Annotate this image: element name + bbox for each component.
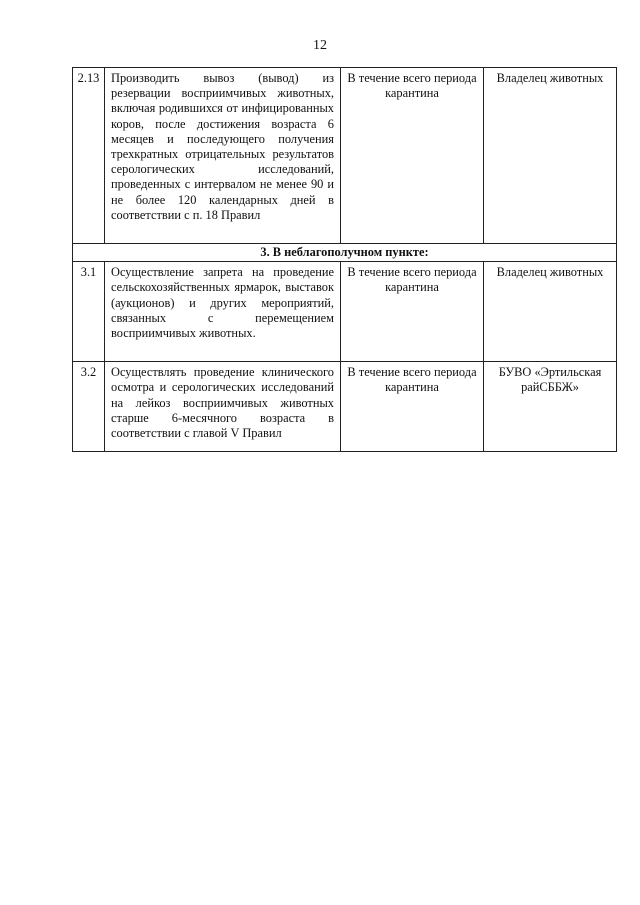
measure-period: В течение всего периода карантина bbox=[341, 262, 484, 362]
row-number: 3.2 bbox=[73, 362, 105, 452]
measure-responsible: БУВО «Эртильская райСББЖ» bbox=[484, 362, 617, 452]
section-header-row bbox=[73, 244, 617, 262]
measures-table bbox=[72, 67, 617, 452]
measure-description: Осуществление запрета на проведение сельскохозяйственных ярмарок, выставок (аукционов) и других мероприятий, связанных с перемещением восприимчивых животных. bbox=[105, 262, 341, 362]
measure-description: Осуществлять проведение клинического осмотра и серологических исследований на лейкоз восприимчивых животных старше 6-месячного возраста в соответствии с главой V Правил bbox=[105, 362, 341, 452]
measure-period: В течение всего периода карантина bbox=[341, 362, 484, 452]
measure-responsible: Владелец животных bbox=[484, 262, 617, 362]
table-row bbox=[73, 262, 617, 362]
row-number: 2.13 bbox=[73, 68, 105, 244]
section-header: 3. В неблагополучном пункте: bbox=[73, 244, 617, 262]
page-number: 12 bbox=[313, 38, 327, 53]
table-row bbox=[73, 362, 617, 452]
measure-description: Производить вывоз (вывод) из резервации восприимчивых животных, включая родившихся от инфицированных коров, после достижения возраста 6 месяцев и последующего получения трехкратных отрицательных результатов серологических исследований, проведенных с интервалом не менее 90 и не более 120 календарных дней в соответствии с п. 18 Правил bbox=[105, 68, 341, 244]
row-number: 3.1 bbox=[73, 262, 105, 362]
table-row bbox=[73, 68, 617, 244]
measure-responsible: Владелец животных bbox=[484, 68, 617, 244]
measure-period: В течение всего периода карантина bbox=[341, 68, 484, 244]
